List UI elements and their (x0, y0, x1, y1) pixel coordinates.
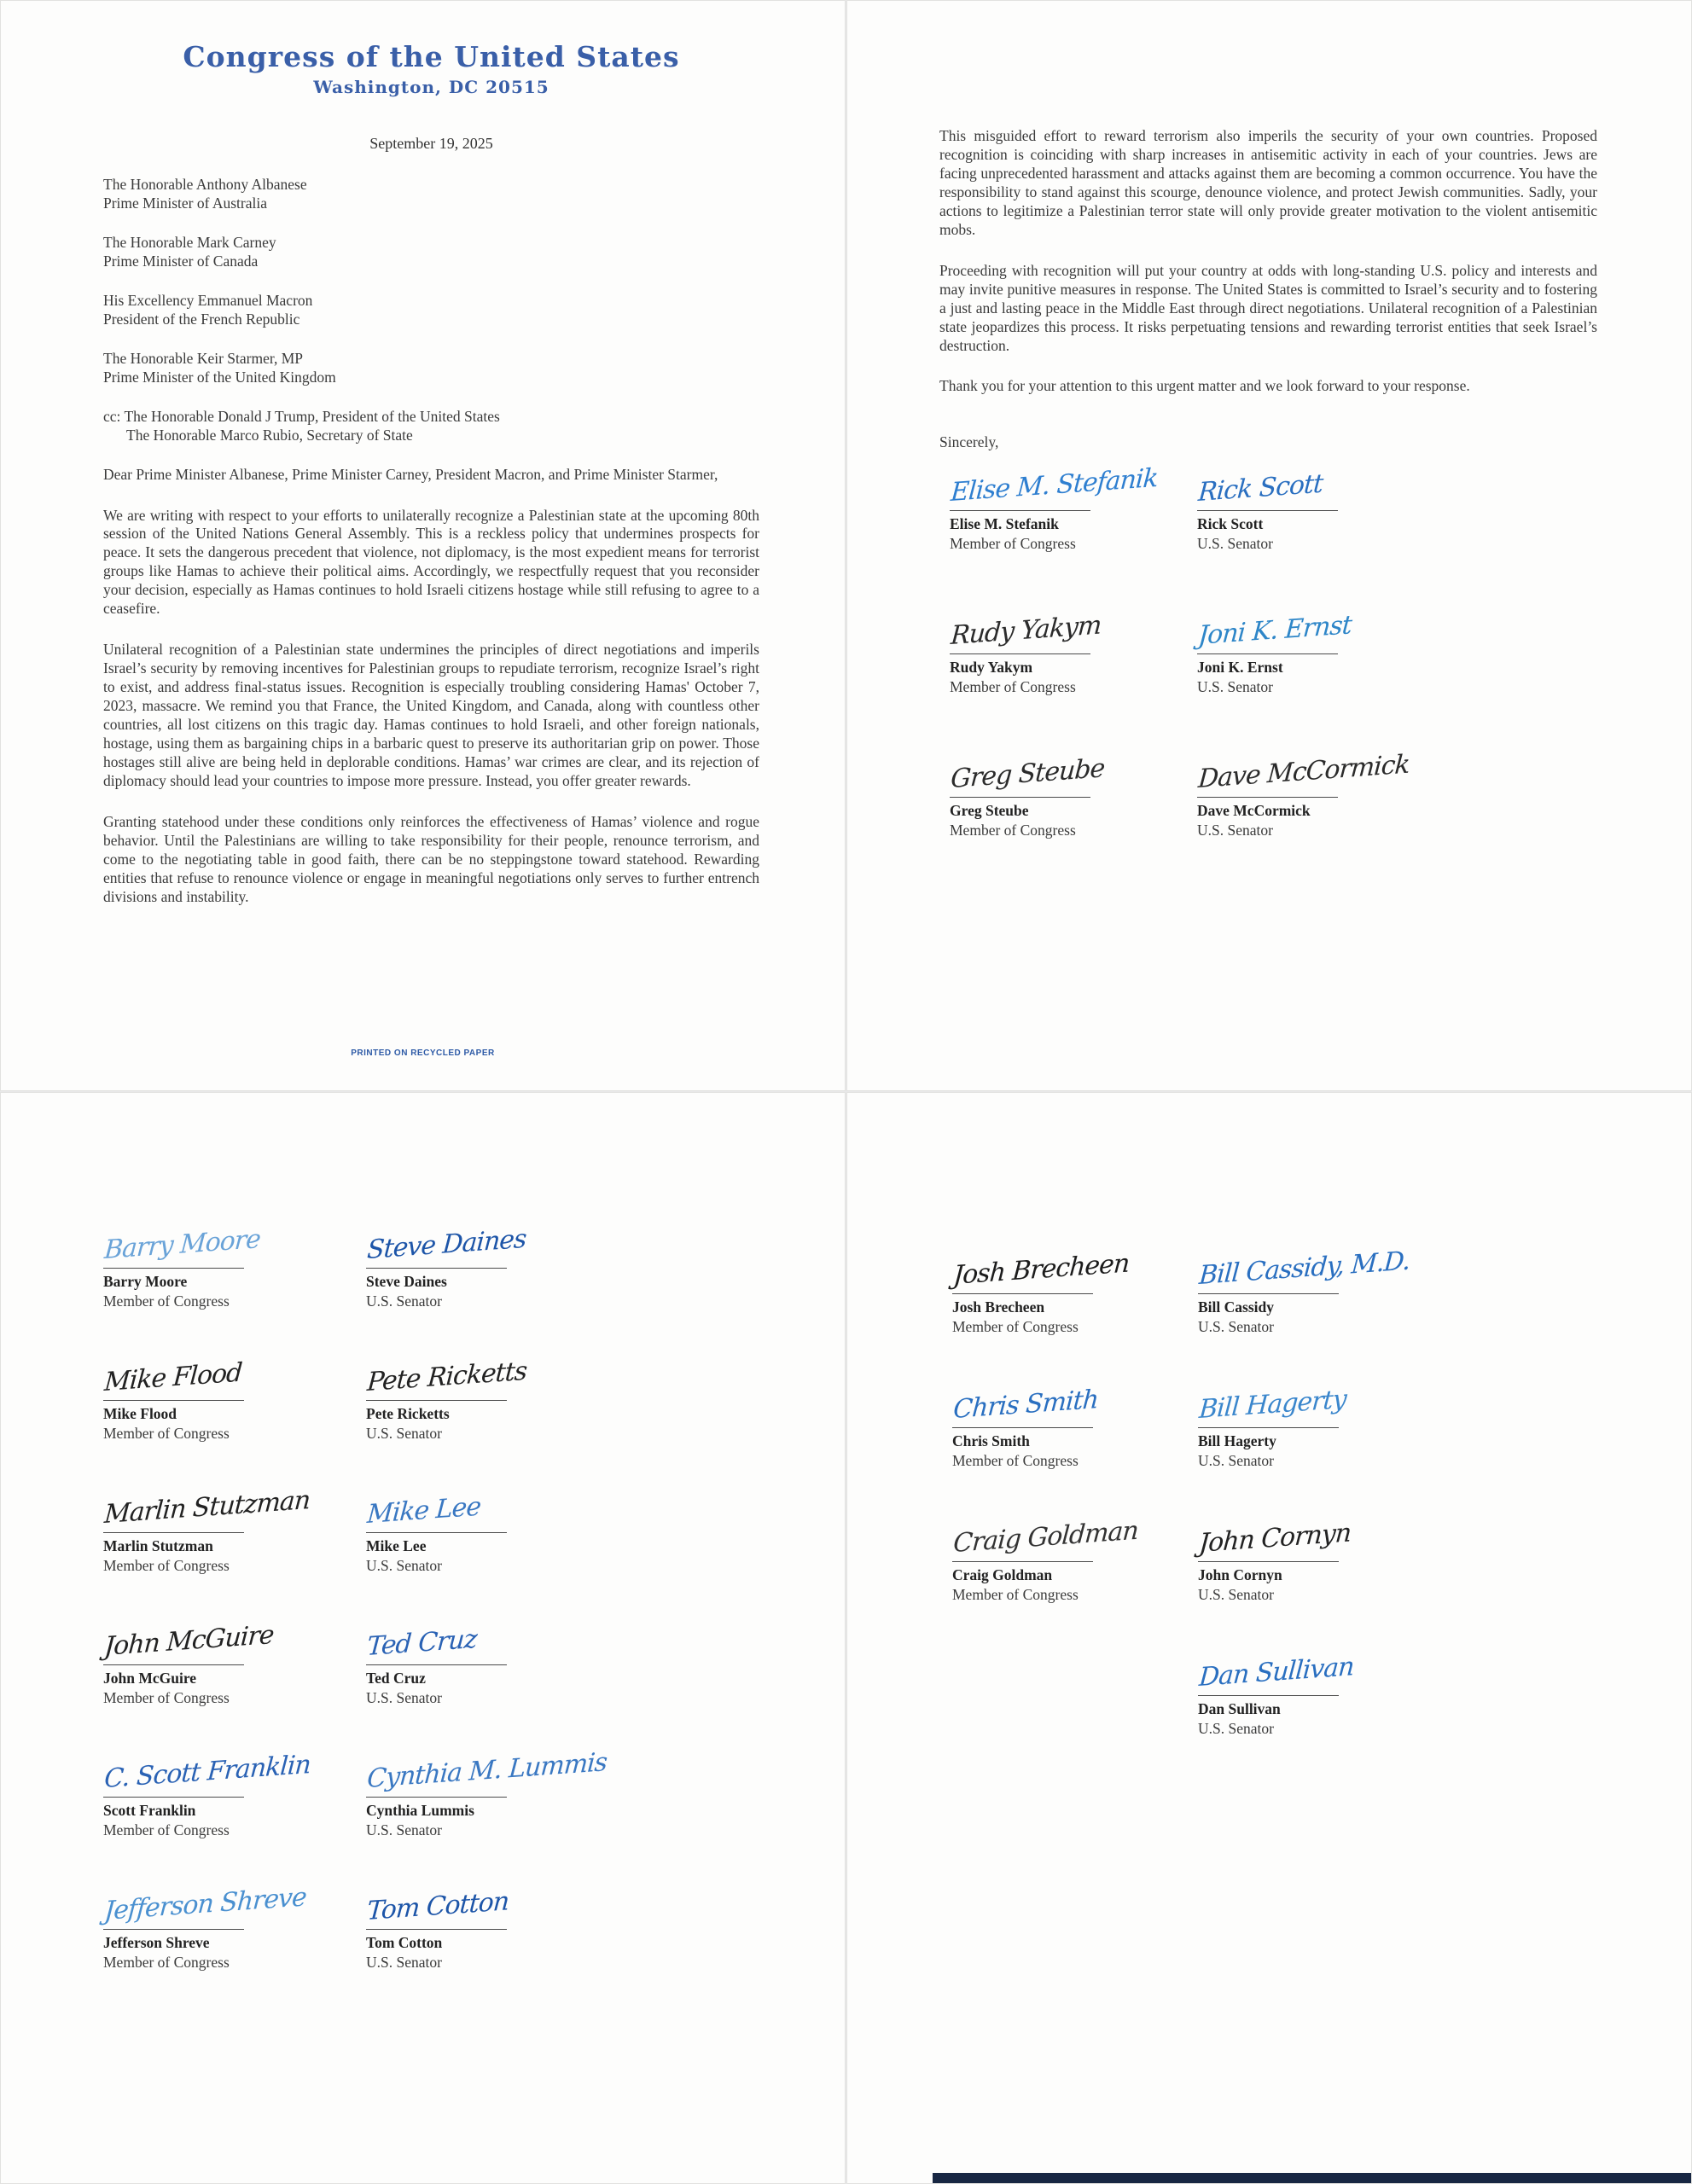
signature-handwriting: Barry Moore (103, 1223, 262, 1265)
signature-line (366, 1664, 507, 1665)
signer-title: Member of Congress (103, 1821, 230, 1838)
signer-name: Pete Ricketts (366, 1405, 450, 1422)
signature-line (103, 1532, 244, 1533)
signer-name: Jefferson Shreve (103, 1934, 210, 1951)
letter-page-1 (0, 0, 846, 1091)
signer-name: Rudy Yakym (950, 659, 1033, 677)
signature-line (1197, 797, 1338, 798)
signer-title: U.S. Senator (1197, 822, 1273, 839)
signer-title: Member of Congress (952, 1318, 1079, 1335)
signature-block (366, 1747, 629, 1882)
signature-handwriting: Josh Brecheen (952, 1248, 1131, 1291)
signature-line (103, 1797, 244, 1798)
signer-title: U.S. Senator (366, 1954, 442, 1971)
signature-line (366, 1400, 507, 1401)
signature-line (366, 1797, 507, 1798)
signature-block (366, 1882, 629, 2014)
signature-handwriting: Marlin Stutzman (103, 1484, 311, 1530)
signature-column-senate (1198, 1246, 1444, 1782)
signer-name: Rick Scott (1197, 515, 1264, 533)
recipient-name: His Excellency Emmanuel Macron (103, 292, 313, 310)
signer-title: Member of Congress (950, 822, 1076, 839)
signature-line (950, 653, 1090, 654)
signature-block (103, 1221, 366, 1353)
signature-block (103, 1618, 366, 1750)
signer-title: U.S. Senator (1198, 1720, 1274, 1737)
signature-line (1197, 510, 1338, 511)
signature-handwriting: Craig Goldman (952, 1515, 1139, 1559)
cc-block (103, 407, 759, 444)
recipient-list (103, 175, 759, 386)
signature-line (950, 510, 1090, 511)
signer-name: Tom Cotton (366, 1934, 443, 1951)
signer-title: U.S. Senator (1198, 1318, 1274, 1335)
signature-handwriting: Ted Cruz (366, 1623, 478, 1662)
body-paragraph: Proceeding with recognition will put your country at odds with long-standing U.S. policy and interests and may invite punitive measures in response. The United States is committed to Israel’s security and to fostering a just and lasting peace in the Middle East through direct negotiations. Unilateral recognition of a Palestinian state jeopardizes this process. It risks perpetuating tensions and rewarding terrorist entities that seek Israel’s destruction. (939, 261, 1597, 354)
signature-line (1198, 1695, 1339, 1696)
signer-title: U.S. Senator (366, 1557, 442, 1574)
signature-columns (952, 1246, 1640, 1782)
signature-block (952, 1380, 1198, 1514)
signature-block (950, 750, 1197, 893)
signature-line (1198, 1427, 1339, 1428)
signature-handwriting: Chris Smith (952, 1384, 1100, 1425)
letter-page-4 (846, 1092, 1692, 2184)
signature-line (1198, 1293, 1339, 1294)
body-paragraph: We are writing with respect to your efforts to unilaterally recognize a Palestinian state at the upcoming 80th session of the United Nations General Assembly. This is a reckless policy that undermines prospects for peace. It sets the dangerous precedent that violence, not diplomacy, is the most expedient means for terrorist groups like Hamas to achieve their political aims. Accordingly, we respectfully request that you reconsider your decision, especially as Hamas continues to hold Israeli citizens hostage while still refusing to agree to a ceasefire. (103, 506, 759, 618)
signature-handwriting: Pete Ricketts (366, 1356, 528, 1397)
signature-handwriting: Rudy Yakym (950, 610, 1102, 652)
signer-title: U.S. Senator (1197, 535, 1273, 553)
body-paragraph: This misguided effort to reward terrorism also imperils the security of your own countries. Proposed recognition is coinciding with sharp increases in antisemitic activity in each of your countries. Jews are facing unprecedented harassment and attacks against them are becoming a common occurrence. You have the responsibility to stand against this scourge, denounce violence, and protect Jewish communities. Sadly, your actions to legitimize a Palestinian terror state will only provide greater motivation to the violent antisemitic mobs. (939, 127, 1597, 238)
signer-title: Member of Congress (952, 1452, 1079, 1469)
signature-handwriting: Bill Cassidy, M.D. (1198, 1246, 1411, 1291)
recipient-name: The Honorable Keir Starmer, MP (103, 350, 304, 368)
signature-block (1198, 1648, 1444, 1782)
signature-handwriting: Dave McCormick (1197, 749, 1410, 795)
signer-name: John Cornyn (1198, 1566, 1282, 1583)
signer-name: Dan Sullivan (1198, 1700, 1281, 1717)
signature-column-senate (1197, 463, 1445, 893)
signature-block (950, 463, 1197, 607)
signer-title: U.S. Senator (366, 1821, 442, 1838)
signature-columns (939, 463, 1597, 893)
recipient-name: The Honorable Mark Carney (103, 234, 276, 252)
signer-title: U.S. Senator (366, 1292, 442, 1310)
signature-block (103, 1882, 366, 2014)
signature-handwriting: Tom Cotton (366, 1886, 510, 1926)
signature-line (103, 1400, 244, 1401)
signature-line (952, 1293, 1093, 1294)
signature-block (1198, 1514, 1444, 1648)
signer-name: Cynthia Lummis (366, 1802, 474, 1819)
signature-line (366, 1532, 507, 1533)
signature-handwriting: Bill Hagerty (1198, 1384, 1347, 1425)
signature-column-senate (366, 1221, 629, 2014)
signer-title: Member of Congress (103, 1292, 230, 1310)
letter-page-2 (846, 0, 1692, 1091)
signature-block (103, 1485, 366, 1618)
signature-handwriting: Joni K. Ernst (1197, 610, 1353, 652)
cc-line-1: cc: The Honorable Donald J Trump, President of the United States (103, 408, 500, 426)
signer-name: Dave McCormick (1197, 802, 1311, 820)
letterhead-title: Congress of the United States (183, 40, 680, 73)
signer-name: Joni K. Ernst (1197, 659, 1283, 677)
signer-name: Greg Steube (950, 802, 1029, 820)
signature-line (952, 1427, 1093, 1428)
signature-columns (103, 1221, 794, 2014)
signature-block (1198, 1246, 1444, 1380)
signature-block (952, 1514, 1198, 1648)
signature-line (952, 1561, 1093, 1562)
signer-name: Mike Flood (103, 1405, 177, 1422)
signer-title: U.S. Senator (366, 1689, 442, 1706)
signer-name: Chris Smith (952, 1432, 1030, 1449)
signature-handwriting: John McGuire (103, 1619, 275, 1662)
signer-title: U.S. Senator (366, 1425, 442, 1442)
signer-name: Marlin Stutzman (103, 1537, 213, 1554)
signature-handwriting: Jefferson Shreve (103, 1882, 307, 1926)
signer-name: Ted Cruz (366, 1670, 426, 1687)
signer-name: Scott Franklin (103, 1802, 196, 1819)
signature-handwriting: Rick Scott (1197, 468, 1324, 508)
signer-title: Member of Congress (950, 678, 1076, 696)
signer-name: John McGuire (103, 1670, 197, 1687)
signature-handwriting: Elise M. Stefanik (950, 463, 1159, 508)
signature-line (950, 797, 1090, 798)
letterhead (103, 40, 759, 97)
signer-name: Mike Lee (366, 1537, 427, 1554)
recipient-block (103, 233, 759, 270)
recipient-title: President of the French Republic (103, 311, 300, 328)
signer-name: Elise M. Stefanik (950, 515, 1059, 533)
signature-block (1197, 463, 1445, 607)
signer-name: Craig Goldman (952, 1566, 1053, 1583)
signature-line (103, 1268, 244, 1269)
body-paragraph: Unilateral recognition of a Palestinian state undermines the principles of direct negotiations and imperils Israel’s security by removing incentives for Palestinian groups to repudiate terrorism, recognize Israel’s right to exist, and address final-status issues. Recognition is especially troubling considering Hamas' October 7, 2023, massacre. We remind you that France, the United Kingdom, and Canada, along with countless other countries, all lost citizens on this tragic day. Hamas continues to hold Israeli, and other foreign nationals, hostage, using them as bargaining chips in a barbaric quest to preserve its authoritarian grip on power. Those hostages still alive are being held in deplorable conditions. Hamas’ war crimes are clear, and its rejection of diplomacy should lead your countries to impose more pressure. Instead, you offer greater rewards. (103, 641, 759, 789)
signature-handwriting: Mike Flood (103, 1357, 243, 1397)
body-paragraph: Thank you for your attention to this urgent matter and we look forward to your response. (939, 377, 1470, 395)
signature-handwriting: Mike Lee (366, 1491, 482, 1530)
recycled-paper-note: PRINTED ON RECYCLED PAPER (351, 1048, 495, 1058)
signature-block (103, 1353, 366, 1485)
signature-block (952, 1246, 1198, 1380)
letter-page-3 (0, 1092, 846, 2184)
signer-title: Member of Congress (952, 1586, 1079, 1603)
signer-title: Member of Congress (103, 1425, 230, 1442)
signature-column-house (950, 463, 1197, 893)
letterhead-subtitle: Washington, DC 20515 (313, 77, 549, 97)
salutation: Dear Prime Minister Albanese, Prime Minister Carney, President Macron, and Prime Minister Starmer, (103, 466, 718, 484)
closing-sincerely: Sincerely, (939, 433, 999, 451)
signature-line (366, 1929, 507, 1930)
recipient-title: Prime Minister of the United Kingdom (103, 369, 336, 386)
signer-title: U.S. Senator (1197, 678, 1273, 696)
signer-name: Josh Brecheen (952, 1298, 1045, 1316)
signature-line (1197, 653, 1338, 654)
signature-block (366, 1618, 629, 1750)
signature-column-house (103, 1221, 366, 2014)
signature-handwriting: Greg Steube (950, 753, 1106, 795)
recipient-name: The Honorable Anthony Albanese (103, 176, 307, 193)
recipient-title: Prime Minister of Australia (103, 195, 267, 212)
signature-line (366, 1268, 507, 1269)
signer-title: Member of Congress (950, 535, 1076, 553)
recipient-title: Prime Minister of Canada (103, 253, 259, 270)
signer-title: Member of Congress (103, 1689, 230, 1706)
signature-line (103, 1929, 244, 1930)
signature-block (1197, 750, 1445, 893)
signature-block (366, 1353, 629, 1485)
signature-block (950, 607, 1197, 750)
signature-block (366, 1485, 629, 1618)
body-paragraph: Granting statehood under these conditions only reinforces the effectiveness of Hamas’ violence and rogue behavior. Until the Palestinians are willing to take responsibility for their people, renounce terrorism, and come to the negotiating table in good faith, there can be no steppingstone toward statehood. Rewarding entities that refuse to renounce violence or engage in meaningful negotiations only serves to further entrench divisions and instability. (103, 812, 759, 905)
signature-line (1198, 1561, 1339, 1562)
signature-handwriting: John Cornyn (1198, 1518, 1352, 1559)
signer-name: Steve Daines (366, 1273, 447, 1290)
signature-line (103, 1664, 244, 1665)
signer-title: U.S. Senator (1198, 1586, 1274, 1603)
signer-title: Member of Congress (103, 1954, 230, 1971)
letter-date: September 19, 2025 (369, 135, 493, 152)
signer-title: U.S. Senator (1198, 1452, 1274, 1469)
signer-title: Member of Congress (103, 1557, 230, 1574)
signature-handwriting: C. Scott Franklin (103, 1749, 311, 1794)
signature-column-house (952, 1246, 1198, 1648)
signer-name: Barry Moore (103, 1273, 188, 1290)
signer-name: Bill Hagerty (1198, 1432, 1276, 1449)
recipient-block (103, 349, 759, 386)
signature-handwriting: Cynthia M. Lummis (366, 1747, 608, 1794)
recipient-block (103, 291, 759, 328)
signature-block (1198, 1380, 1444, 1514)
signer-name: Bill Cassidy (1198, 1298, 1274, 1316)
signature-handwriting: Dan Sullivan (1198, 1652, 1355, 1693)
cc-line-2: The Honorable Marco Rubio, Secretary of State (126, 427, 413, 444)
signature-handwriting: Steve Daines (366, 1223, 527, 1265)
scan-artifact-bar (933, 2173, 1691, 2183)
signature-block (366, 1221, 629, 1353)
recipient-block (103, 175, 759, 212)
signature-block (1197, 607, 1445, 750)
signature-block (103, 1750, 366, 1882)
